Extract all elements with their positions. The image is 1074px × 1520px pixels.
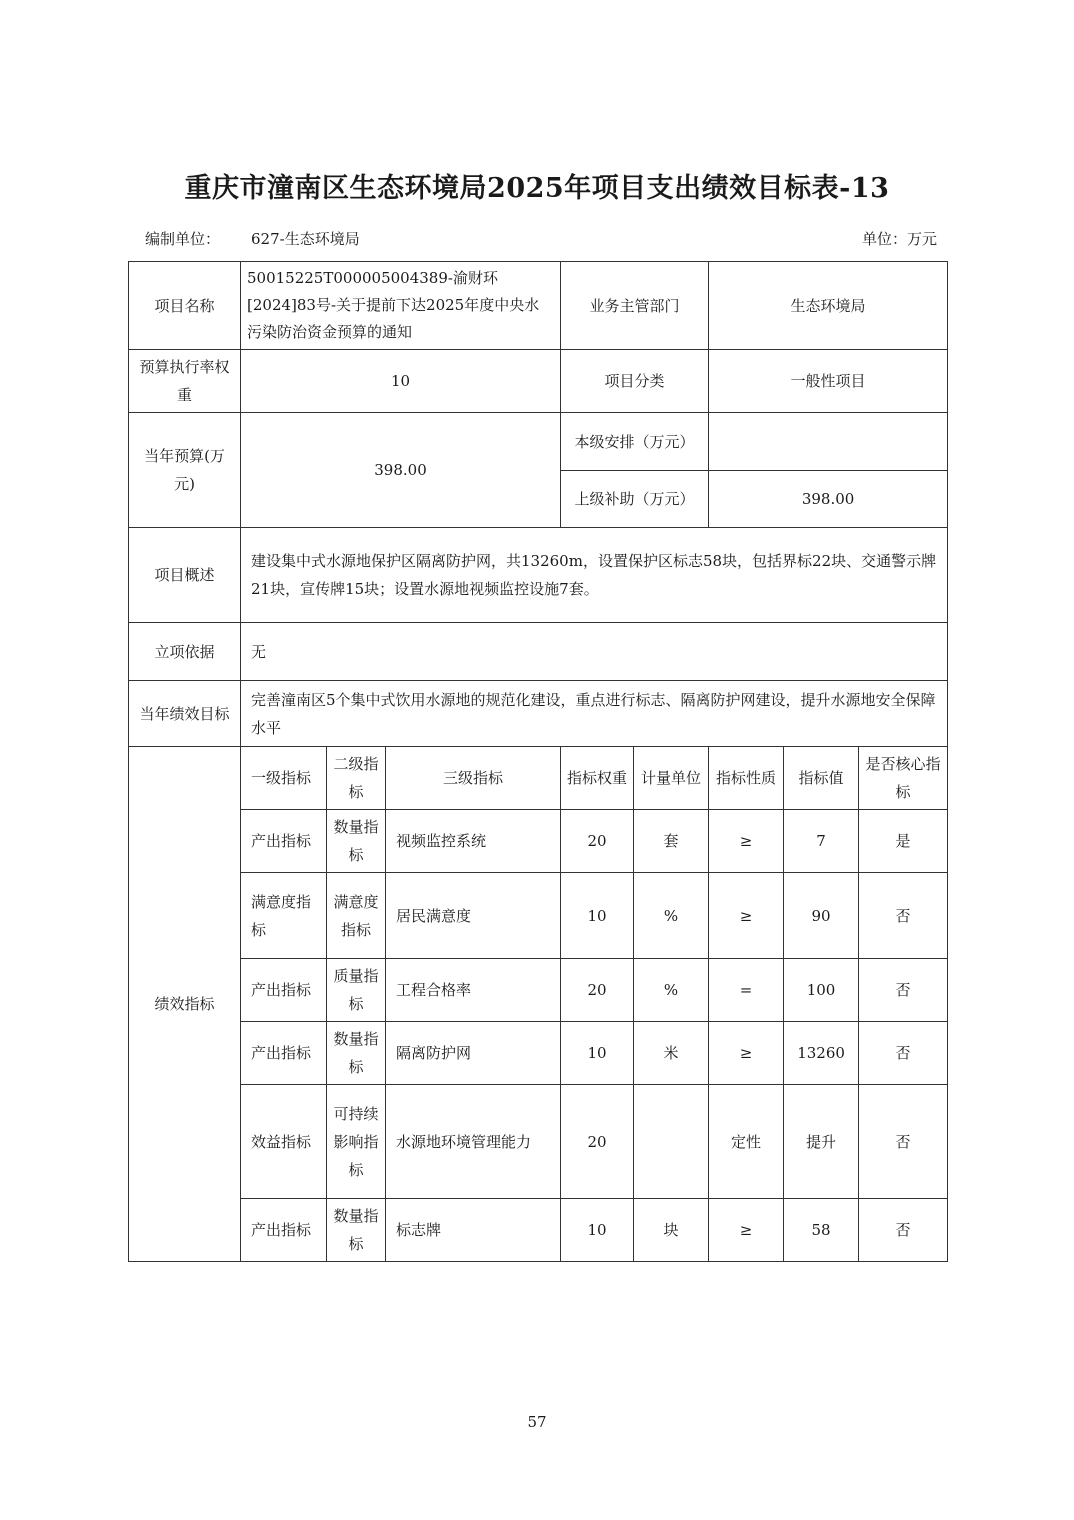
nature-cell: 定性 <box>709 1085 784 1199</box>
unit-cell: 米 <box>634 1022 709 1085</box>
level2-cell: 可持续影响指标 <box>327 1085 386 1199</box>
core-cell: 否 <box>859 873 948 959</box>
header-core: 是否核心指标 <box>859 747 948 810</box>
nature-cell: ≥ <box>709 1022 784 1085</box>
level2-cell: 数量指标 <box>327 1022 386 1085</box>
header-nature: 指标性质 <box>709 747 784 810</box>
overview-value: 建设集中式水源地保护区隔离防护网，共13260m，设置保护区标志58块，包括界标22块、交通警示牌21块，宣传牌15块；设置水源地视频监控设施7套。 <box>241 528 948 623</box>
level2-cell: 质量指标 <box>327 959 386 1022</box>
core-cell: 否 <box>859 1022 948 1085</box>
weight-label: 预算执行率权重 <box>129 350 241 413</box>
value-cell: 58 <box>784 1199 859 1262</box>
goal-value: 完善潼南区5个集中式饮用水源地的规范化建设，重点进行标志、隔离防护网建设，提升水源地安全保障水平 <box>241 681 948 747</box>
unit-cell: % <box>634 873 709 959</box>
weight-cell: 10 <box>561 1199 634 1262</box>
upper-label: 上级补助（万元） <box>561 471 709 528</box>
core-cell: 否 <box>859 1085 948 1199</box>
dept-label: 业务主管部门 <box>561 262 709 350</box>
level2-cell: 满意度指标 <box>327 873 386 959</box>
compiling-unit-label: 编制单位： <box>145 230 221 248</box>
value-cell: 提升 <box>784 1085 859 1199</box>
weight-cell: 10 <box>561 873 634 959</box>
level1-cell: 产出指标 <box>241 959 327 1022</box>
core-cell: 否 <box>859 1199 948 1262</box>
level3-cell: 水源地环境管理能力 <box>386 1085 561 1199</box>
unit-cell: 块 <box>634 1199 709 1262</box>
category-label: 项目分类 <box>561 350 709 413</box>
weight-cell: 20 <box>561 959 634 1022</box>
core-cell: 是 <box>859 810 948 873</box>
level1-cell: 产出指标 <box>241 1199 327 1262</box>
level3-cell: 隔离防护网 <box>386 1022 561 1085</box>
table-row <box>129 1022 948 1085</box>
budget-label: 当年预算(万元) <box>129 413 241 528</box>
local-label: 本级安排（万元） <box>561 413 709 471</box>
core-cell: 否 <box>859 959 948 1022</box>
level3-cell: 标志牌 <box>386 1199 561 1262</box>
overview-label: 项目概述 <box>129 528 241 623</box>
value-cell: 100 <box>784 959 859 1022</box>
level1-cell: 产出指标 <box>241 810 327 873</box>
level2-cell: 数量指标 <box>327 1199 386 1262</box>
level3-cell: 居民满意度 <box>386 873 561 959</box>
performance-table <box>128 261 948 1262</box>
nature-cell: ≥ <box>709 873 784 959</box>
header-level1: 一级指标 <box>241 747 327 810</box>
page-title: 重庆市潼南区生态环境局2025年项目支出绩效目标表-13 <box>184 173 890 204</box>
header-level2: 二级指标 <box>327 747 386 810</box>
value-cell: 90 <box>784 873 859 959</box>
header-unit: 计量单位 <box>634 747 709 810</box>
compiling-unit-value: 627-生态环境局 <box>251 230 360 248</box>
weight-cell: 20 <box>561 810 634 873</box>
basis-label: 立项依据 <box>129 623 241 681</box>
goal-label: 当年绩效目标 <box>129 681 241 747</box>
header-weight: 指标权重 <box>561 747 634 810</box>
weight-cell: 20 <box>561 1085 634 1199</box>
level1-cell: 满意度指标 <box>241 873 327 959</box>
nature-cell: ≥ <box>709 810 784 873</box>
level3-cell: 视频监控系统 <box>386 810 561 873</box>
budget-value: 398.00 <box>241 413 561 528</box>
unit-cell: % <box>634 959 709 1022</box>
indicator-section-label: 绩效指标 <box>129 747 241 1262</box>
level3-cell: 工程合格率 <box>386 959 561 1022</box>
header-value: 指标值 <box>784 747 859 810</box>
category-value: 一般性项目 <box>709 350 948 413</box>
table-row <box>129 1199 948 1262</box>
unit-cell: 套 <box>634 810 709 873</box>
weight-cell: 10 <box>561 1022 634 1085</box>
table-row <box>129 810 948 873</box>
weight-value: 10 <box>241 350 561 413</box>
level2-cell: 数量指标 <box>327 810 386 873</box>
unit-cell <box>634 1085 709 1199</box>
basis-value: 无 <box>241 623 948 681</box>
table-row <box>129 959 948 1022</box>
project-name-label: 项目名称 <box>129 262 241 350</box>
level1-cell: 效益指标 <box>241 1085 327 1199</box>
value-cell: 13260 <box>784 1022 859 1085</box>
dept-value: 生态环境局 <box>709 262 948 350</box>
header-level3: 三级指标 <box>386 747 561 810</box>
nature-cell: ≥ <box>709 1199 784 1262</box>
currency-unit: 单位：万元 <box>861 230 937 248</box>
table-row <box>129 873 948 959</box>
upper-value: 398.00 <box>709 471 948 528</box>
value-cell: 7 <box>784 810 859 873</box>
local-value <box>709 413 948 471</box>
page-number: 57 <box>527 1413 547 1431</box>
table-row <box>129 1085 948 1199</box>
project-name-value: 50015225T000005004389-渝财环[2024]83号-关于提前下达2025年度中央水污染防治资金预算的通知 <box>241 262 561 350</box>
nature-cell: = <box>709 959 784 1022</box>
level1-cell: 产出指标 <box>241 1022 327 1085</box>
compiling-unit <box>145 228 360 249</box>
